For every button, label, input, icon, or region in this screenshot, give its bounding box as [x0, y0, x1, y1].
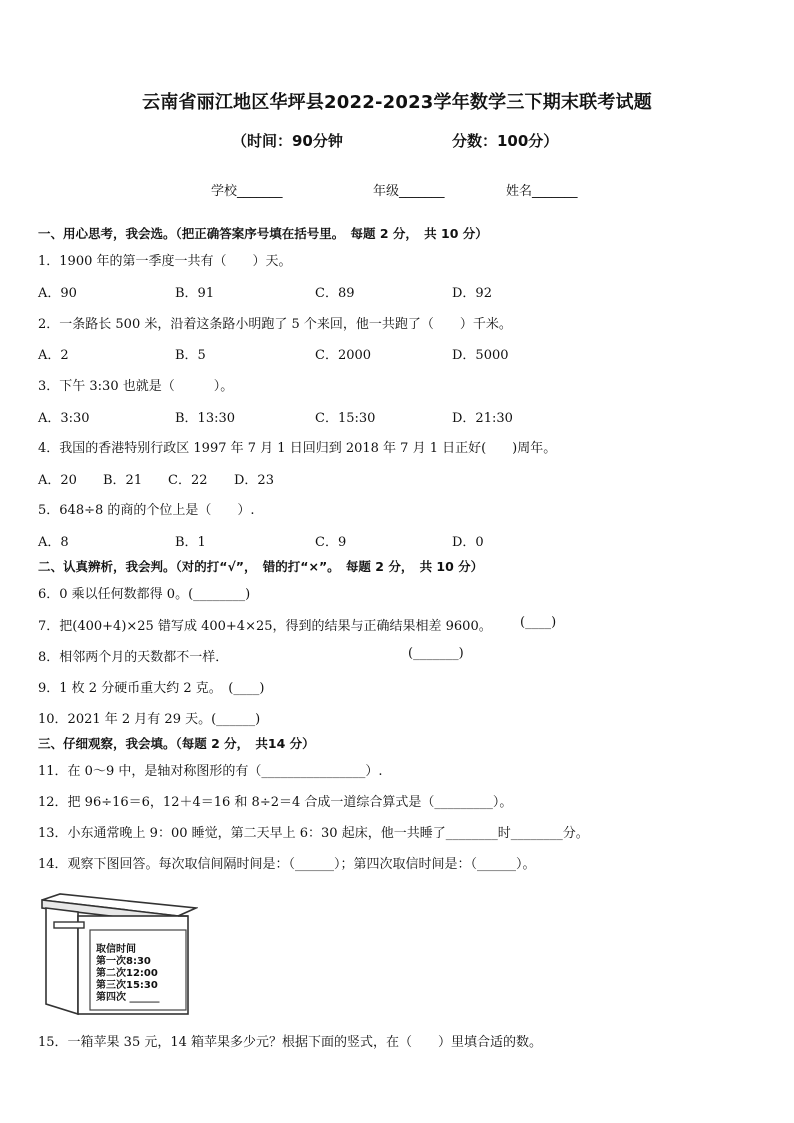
q3-option-a: A．3:30: [38, 411, 90, 426]
school-field: 学校_______: [211, 184, 283, 199]
question-6: 6．0 乘以任何数都得 0。(________): [38, 587, 251, 602]
q4-option-c: C．22: [168, 473, 208, 488]
q4-option-a: A．20: [38, 473, 77, 488]
q1-option-c: C．89: [315, 286, 355, 301]
exam-time: （时间：90分钟: [232, 132, 343, 150]
q2-option-c: C．2000: [315, 348, 372, 363]
question-9: 9．1 枚 2 分硬币重大约 2 克。 (____): [38, 681, 265, 696]
q3-option-c: C．15:30: [315, 411, 376, 426]
q4-option-d: D．23: [234, 473, 274, 488]
mailbox-row-2: 第二次12:00: [96, 968, 158, 979]
question-3: 3．下午 3:30 也就是（ ）。: [38, 379, 234, 394]
question-15: 15．一箱苹果 35 元，14 箱苹果多少元？根据下面的竖式，在（ ）里填合适的数。: [38, 1035, 543, 1050]
q7-answer-blank: (____): [520, 615, 557, 630]
q5-option-a: A．8: [38, 535, 69, 550]
question-11: 11．在 0～9 中，是轴对称图形的有（________________）.: [38, 764, 383, 779]
q4-option-b: B．21: [103, 473, 143, 488]
q8-answer-blank: (_______): [408, 646, 464, 661]
section-2-heading: 二、认真辨析，我会判。（对的打“√”， 错的打“×”。 每题 2 分， 共 10 分）: [38, 559, 484, 574]
q5-option-b: B．1: [175, 535, 206, 550]
exam-score: 分数：100分）: [452, 132, 559, 150]
q1-option-a: A．90: [38, 286, 77, 301]
mailbox-row-4: 第四次 ______: [96, 992, 160, 1003]
question-2: 2．一条路长 500 米，沿着这条路小明跑了 5 个来回，他一共跑了（ ）千米。: [38, 317, 512, 332]
question-7: 7．把(400+4)×25 错写成 400+4×25，得到的结果与正确结果相差 9600。: [38, 619, 492, 634]
q2-option-d: D．5000: [452, 348, 509, 363]
question-8: 8．相邻两个月的天数都不一样．: [38, 650, 229, 665]
q5-option-d: D．0: [452, 535, 484, 550]
grade-field: 年级_______: [373, 184, 445, 199]
mailbox-figure: [38, 892, 198, 1017]
q3-option-d: D．21:30: [452, 411, 513, 426]
q1-option-b: B．91: [175, 286, 215, 301]
q2-option-a: A．2: [38, 348, 69, 363]
question-5: 5．648÷8 的商的个位上是（ ）.: [38, 503, 255, 518]
q3-option-b: B．13:30: [175, 411, 236, 426]
section-1-heading: 一、用心思考，我会选。（把正确答案序号填在括号里。 每题 2 分， 共 10 分）: [38, 226, 488, 241]
page-title: 云南省丽江地区华坪县2022-2023学年数学三下期末联考试题: [142, 92, 652, 113]
q1-option-d: D．92: [452, 286, 492, 301]
name-field: 姓名_______: [506, 184, 578, 199]
q5-option-c: C．9: [315, 535, 347, 550]
question-10: 10．2021 年 2 月有 29 天。(______): [38, 712, 261, 727]
question-13: 13．小东通常晚上 9：00 睡觉，第二天早上 6：30 起床，他一共睡了________时________分。: [38, 826, 589, 841]
mailbox-row-3: 第三次15:30: [96, 980, 158, 991]
mailbox-heading: 取信时间: [96, 944, 136, 955]
question-4: 4．我国的香港特别行政区 1997 年 7 月 1 日回归到 2018 年 7 月 1 日正好( )周年。: [38, 441, 557, 456]
question-1: 1．1900 年的第一季度一共有（ ）天。: [38, 254, 292, 269]
question-14: 14．观察下图回答。每次取信间隔时间是：（______）；第四次取信时间是：（______）。: [38, 857, 536, 872]
q2-option-b: B．5: [175, 348, 206, 363]
mailbox-row-1: 第一次8:30: [96, 956, 151, 967]
question-12: 12．把 96÷16＝6，12＋4＝16 和 8÷2＝4 合成一道综合算式是（_________）。: [38, 795, 513, 810]
section-3-heading: 三、仔细观察，我会填。（每题 2 分， 共14 分）: [38, 736, 315, 751]
